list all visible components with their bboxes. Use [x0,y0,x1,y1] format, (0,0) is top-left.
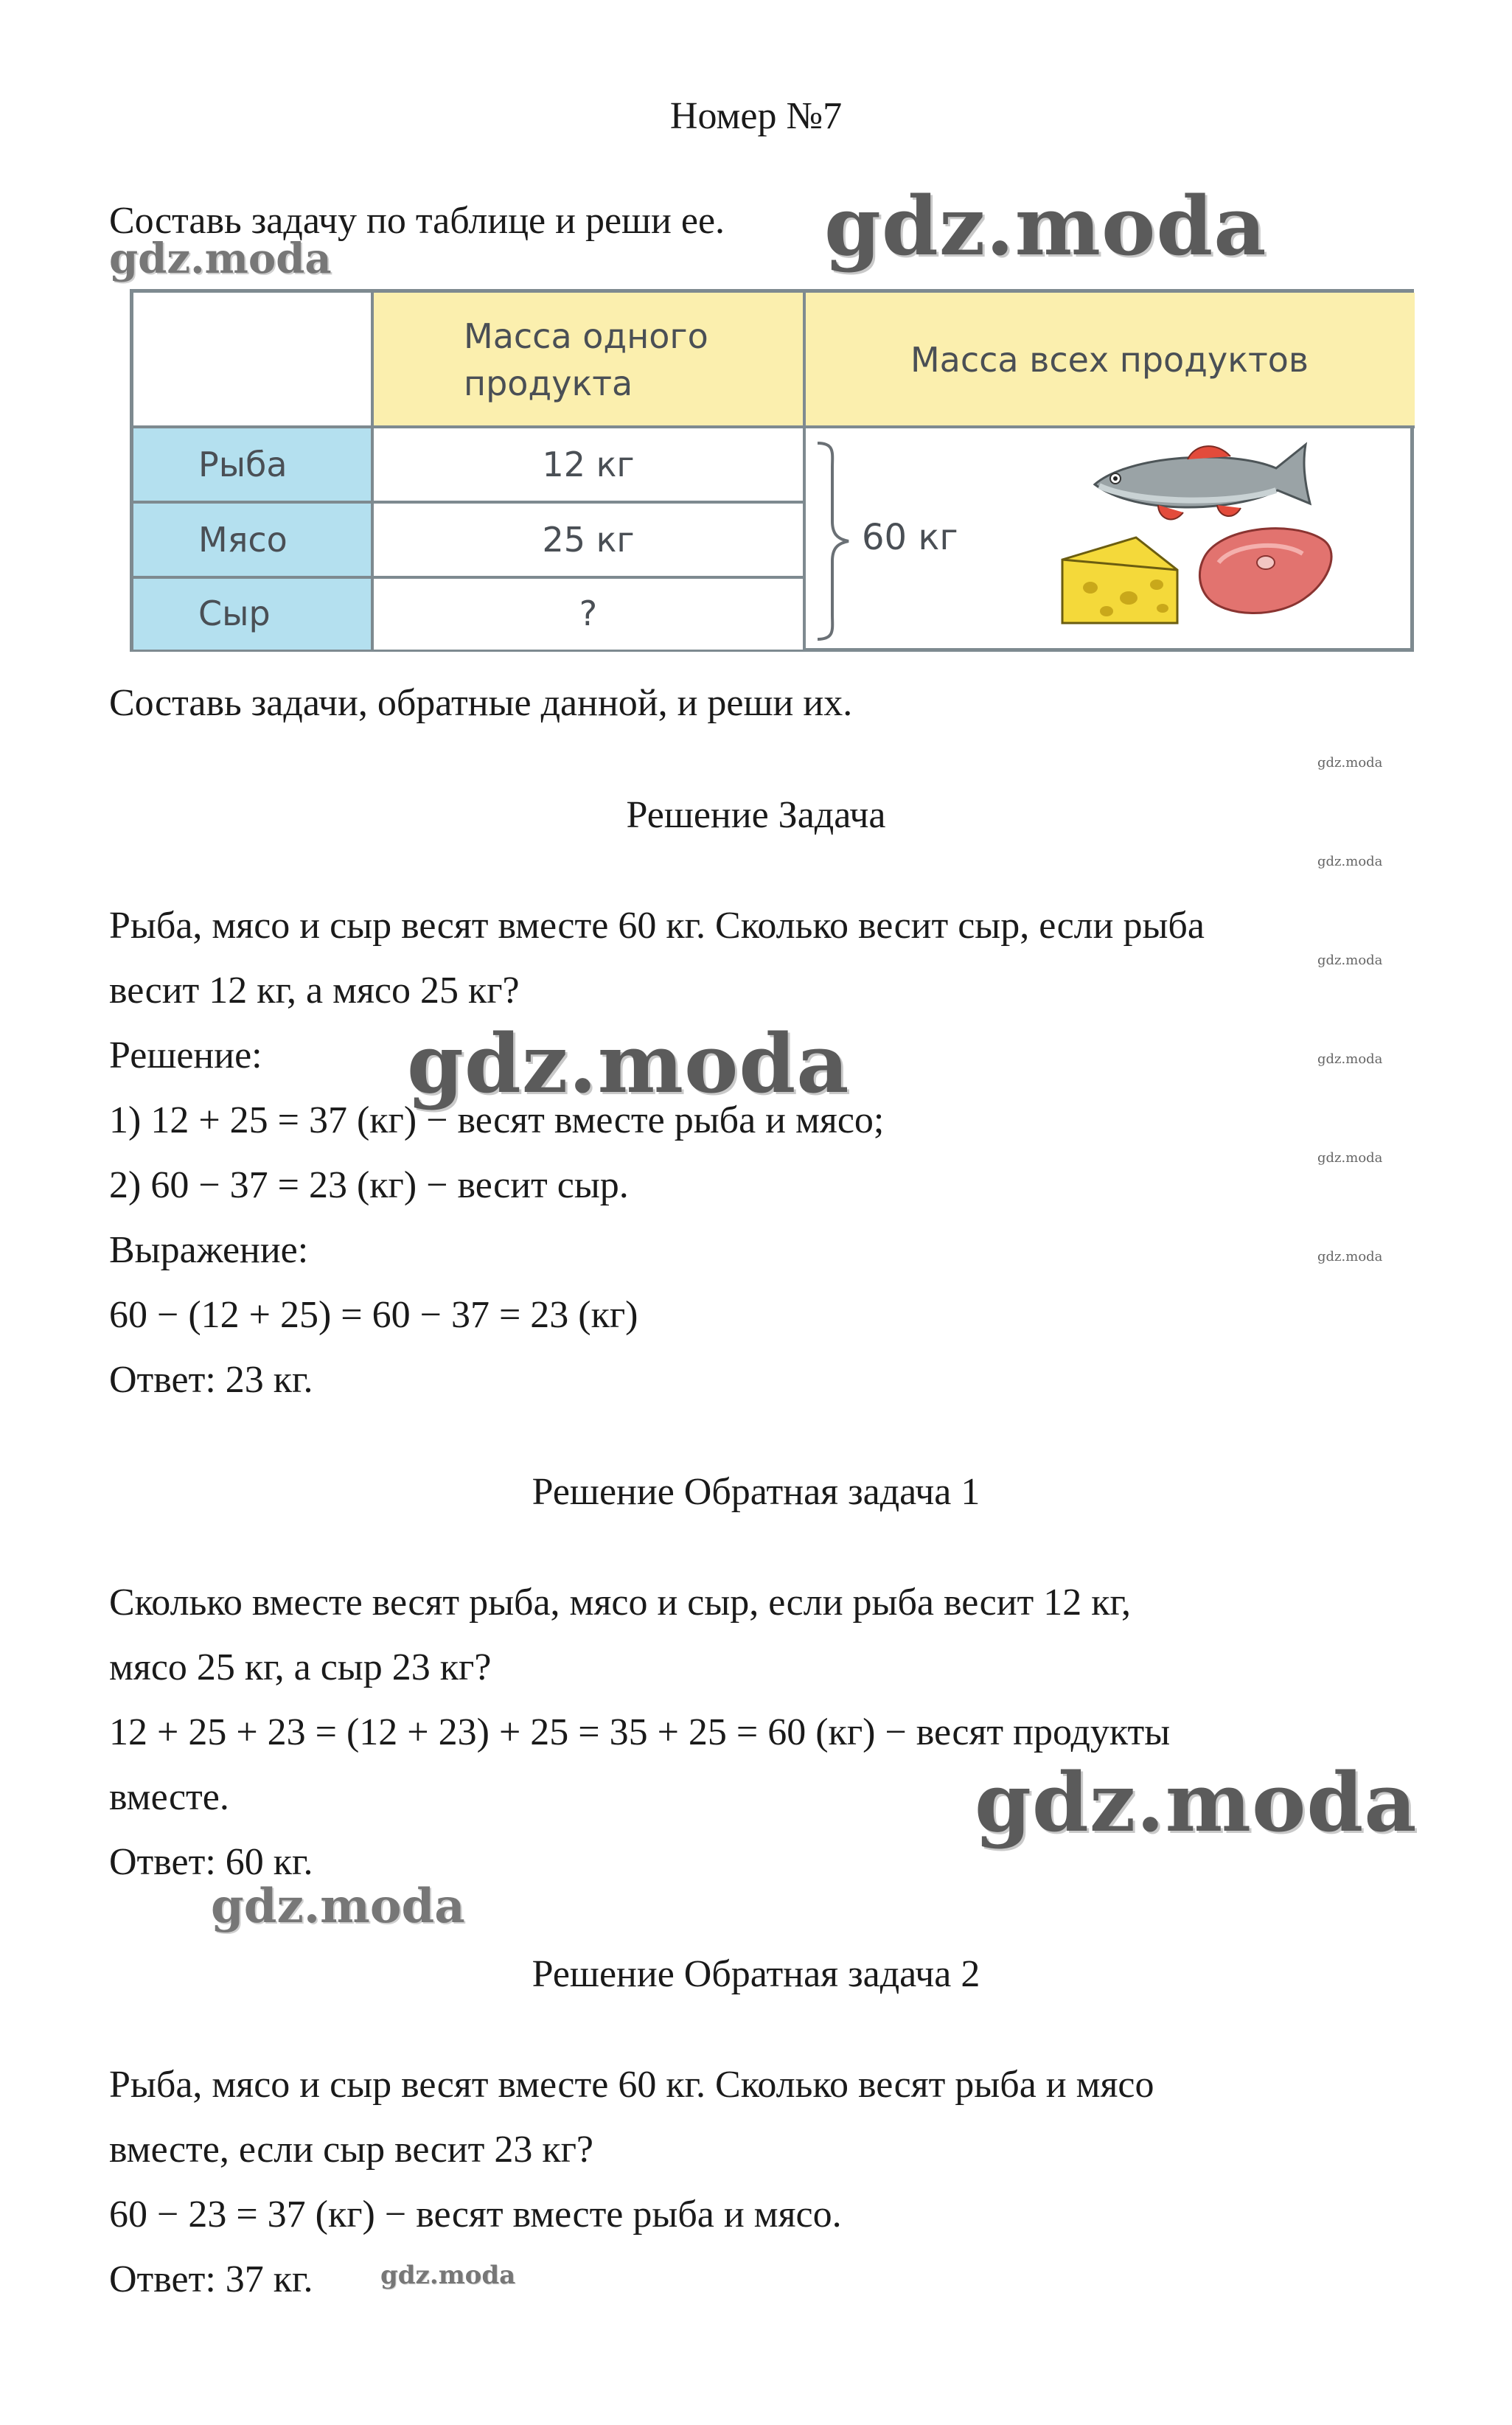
food-illustration [1048,433,1342,639]
section3-line: 60 − 23 = 37 (кг) − весят вместе рыба и мясо. [109,2193,842,2236]
watermark: gdz.moda [407,1016,850,1111]
cheese-icon [1062,537,1177,623]
task-prompt: Составь задачу по таблице и реши ее. [109,200,725,242]
section1-line: Ответ: 23 кг. [109,1359,313,1401]
section2-line: вместе. [109,1776,229,1818]
section1-line: 1) 12 + 25 = 37 (кг) − весят вместе рыба и мясо; [109,1099,885,1141]
watermark: gdz.moda [380,2261,516,2290]
table-corner-cell [133,293,372,427]
row-label-cheese: Сыр [133,577,372,650]
section2-line: мясо 25 кг, а сыр 23 кг? [109,1646,492,1688]
watermark: gdz.moda [1317,1150,1383,1166]
section3-line: вместе, если сыр весит 23 кг? [109,2129,594,2171]
section1-line: Решение: [109,1034,262,1076]
section3-heading: Решение Обратная задача 2 [532,1953,980,1995]
watermark: gdz.moda [1317,755,1383,770]
row-value-cheese: ? [372,577,804,650]
watermark: gdz.moda [1317,854,1383,869]
section2-line: 12 + 25 + 23 = (12 + 23) + 25 = 35 + 25 = 60 (кг) − весят продукты [109,1711,1171,1753]
section2-line: Ответ: 60 кг. [109,1841,313,1883]
section1-line: 2) 60 − 37 = 23 (кг) − весит сыр. [109,1164,629,1206]
inverse-prompt: Составь задачи, обратные данной, и реши их. [109,682,853,724]
watermark: gdz.moda [1317,1051,1383,1067]
row-value-fish: 12 кг [372,427,804,502]
row-label-fish: Рыба [133,427,372,502]
section3-line: Ответ: 37 кг. [109,2258,313,2300]
watermark: gdz.moda [1317,1249,1383,1264]
fish-icon [1095,445,1310,519]
section1-heading: Решение Задача [626,794,886,836]
header-unit-mass: Масса одного продукта [372,293,804,427]
section1-line: Рыба, мясо и сыр весят вместе 60 кг. Сколько весит сыр, если рыба [109,905,1205,947]
section1-line: Выражение: [109,1229,309,1271]
row-value-meat: 25 кг [372,502,804,577]
header-total-mass: Масса всех продуктов [804,293,1415,427]
page-title: Номер №7 [669,95,843,137]
watermark: gdz.moda [211,1879,465,1934]
section1-line: весит 12 кг, а мясо 25 кг? [109,970,520,1012]
watermark: gdz.moda [109,234,332,283]
section1-line: 60 − (12 + 25) = 60 − 37 = 23 (кг) [109,1294,638,1336]
curly-brace-icon [810,439,854,644]
row-label-meat: Мясо [133,502,372,577]
watermark: gdz.moda [1317,953,1383,968]
meat-icon [1199,529,1331,613]
total-mass-value: 60 кг [862,517,958,558]
watermark: gdz.moda [975,1755,1418,1850]
section3-line: Рыба, мясо и сыр весят вместе 60 кг. Сколько весят рыба и мясо [109,2064,1154,2106]
data-table [130,289,1414,652]
section2-line: Сколько вместе весят рыба, мясо и сыр, если рыба весит 12 кг, [109,1582,1131,1624]
watermark: gdz.moda [824,178,1267,274]
section2-heading: Решение Обратная задача 1 [532,1471,980,1513]
